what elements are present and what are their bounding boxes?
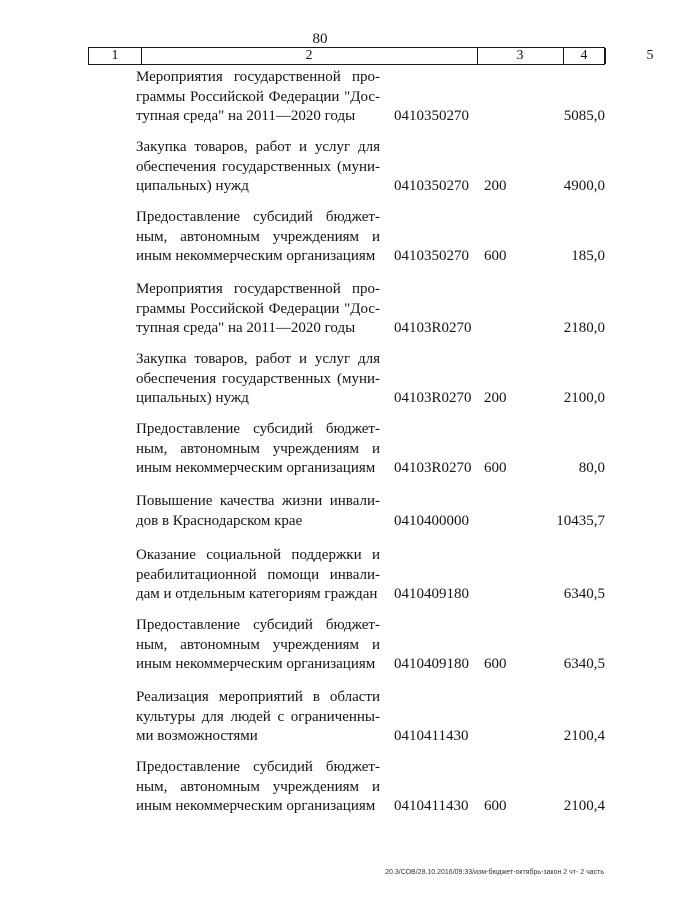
row-expense-type: 200 [484, 390, 507, 406]
table-row [0, 138, 640, 197]
row-code: 0410350270 [394, 248, 469, 264]
row-amount: 80,0 [578, 460, 605, 476]
row-amount: 2100,4 [563, 728, 605, 744]
row-description [136, 492, 380, 531]
column-header-1: 1 [89, 48, 142, 64]
table-row [0, 68, 640, 127]
row-code: 0410409180 [394, 656, 469, 672]
description-line: тупная среда" на 2011—2020 годы [136, 320, 356, 336]
description-line: ным, автономным учреждениям и [136, 636, 380, 653]
description-line: иным некоммерческим организациям [136, 798, 376, 814]
description-line: Мероприятия государственной про- [136, 69, 380, 85]
table-row [0, 616, 640, 675]
row-expense-type: 600 [484, 460, 507, 476]
description-line: обеспечения государственных (муни- [136, 370, 380, 387]
row-code: 0410400000 [394, 512, 469, 529]
description-line: граммы Российской Федерации "Дос- [136, 88, 380, 105]
description-line: Оказание социальной поддержки и [136, 547, 380, 563]
description-line: Предоставление субсидий бюджет- [136, 759, 380, 775]
column-header-5: 5 [646, 48, 654, 63]
row-amount: 2180,0 [563, 320, 605, 336]
description-line: реабилитационной помощи инвали- [136, 566, 380, 583]
row-code: 04103R0270 [394, 390, 472, 406]
row-amount: 6340,5 [563, 586, 605, 602]
description-line: Повышение качества жизни инвали- [136, 493, 380, 509]
description-line: дам и отдельным категориям граждан [136, 586, 378, 602]
description-line: ми возможностями [136, 728, 258, 744]
row-expense-type: 600 [484, 798, 507, 814]
row-expense-type: 600 [484, 656, 507, 672]
table-row [0, 208, 640, 267]
row-code: 0410350270 [394, 108, 469, 124]
row-description [136, 208, 380, 267]
row-amount: 6340,5 [563, 656, 605, 672]
row-description [136, 280, 380, 339]
description-line: культуры для людей с ограниченны- [136, 708, 380, 725]
row-description [136, 688, 380, 747]
description-line: ципальных) нужд [136, 178, 249, 194]
column-header-3: 3 [477, 48, 564, 64]
description-line: Предоставление субсидий бюджет- [136, 617, 380, 633]
table-row [0, 758, 640, 817]
table-row [0, 492, 640, 531]
row-description [136, 68, 380, 127]
row-code: 0410350270 [394, 178, 469, 194]
row-code: 0410411430 [394, 798, 469, 814]
row-expense-type: 200 [484, 178, 507, 194]
column-header-4: 4 [563, 48, 606, 64]
description-line: ным, автономным учреждениям и [136, 440, 380, 457]
description-line: дов в Краснодарском крае [136, 512, 303, 529]
table-row [0, 280, 640, 339]
row-description [136, 138, 380, 197]
description-line: обеспечения государственных (муни- [136, 158, 380, 175]
row-description [136, 546, 380, 605]
description-line: граммы Российской Федерации "Дос- [136, 300, 380, 317]
description-line: тупная среда" на 2011—2020 годы [136, 108, 356, 124]
row-amount: 4900,0 [563, 178, 605, 194]
row-description [136, 350, 380, 409]
table-row [0, 350, 640, 409]
row-description [136, 420, 380, 479]
row-code: 0410409180 [394, 586, 469, 602]
table-row [0, 546, 640, 605]
description-line: Предоставление субсидий бюджет- [136, 209, 380, 225]
row-description [136, 758, 380, 817]
description-line: иным некоммерческим организациям [136, 460, 376, 476]
row-code: 04103R0270 [394, 320, 472, 336]
description-line: Мероприятия государственной про- [136, 281, 380, 297]
column-header-2: 2 [141, 48, 478, 64]
table-row [0, 420, 640, 479]
description-line: Закупка товаров, работ и услуг для [136, 351, 380, 367]
row-amount: 5085,0 [563, 108, 605, 124]
row-amount: 10435,7 [556, 512, 605, 529]
table-row [0, 688, 640, 747]
table-header [88, 47, 654, 65]
row-amount: 2100,0 [563, 390, 605, 406]
description-line: иным некоммерческим организациям [136, 656, 376, 672]
document-footer: 20.3/СОВ/28.10.2016/09:33/изм-бюджет-октябрь-закон 2 чт- 2 часть [385, 869, 604, 876]
description-line: ным, автономным учреждениям и [136, 778, 380, 795]
row-code: 04103R0270 [394, 460, 472, 476]
row-expense-type: 600 [484, 248, 507, 264]
description-line: ным, автономным учреждениям и [136, 228, 380, 245]
row-description [136, 616, 380, 675]
description-line: иным некоммерческим организациям [136, 248, 376, 264]
description-line: Предоставление субсидий бюджет- [136, 421, 380, 437]
page-number: 80 [312, 31, 328, 47]
row-code: 0410411430 [394, 728, 469, 744]
description-line: Реализация мероприятий в области [136, 689, 380, 705]
row-amount: 185,0 [571, 248, 605, 264]
row-amount: 2100,4 [563, 798, 605, 814]
description-line: ципальных) нужд [136, 390, 249, 406]
description-line: Закупка товаров, работ и услуг для [136, 139, 380, 155]
